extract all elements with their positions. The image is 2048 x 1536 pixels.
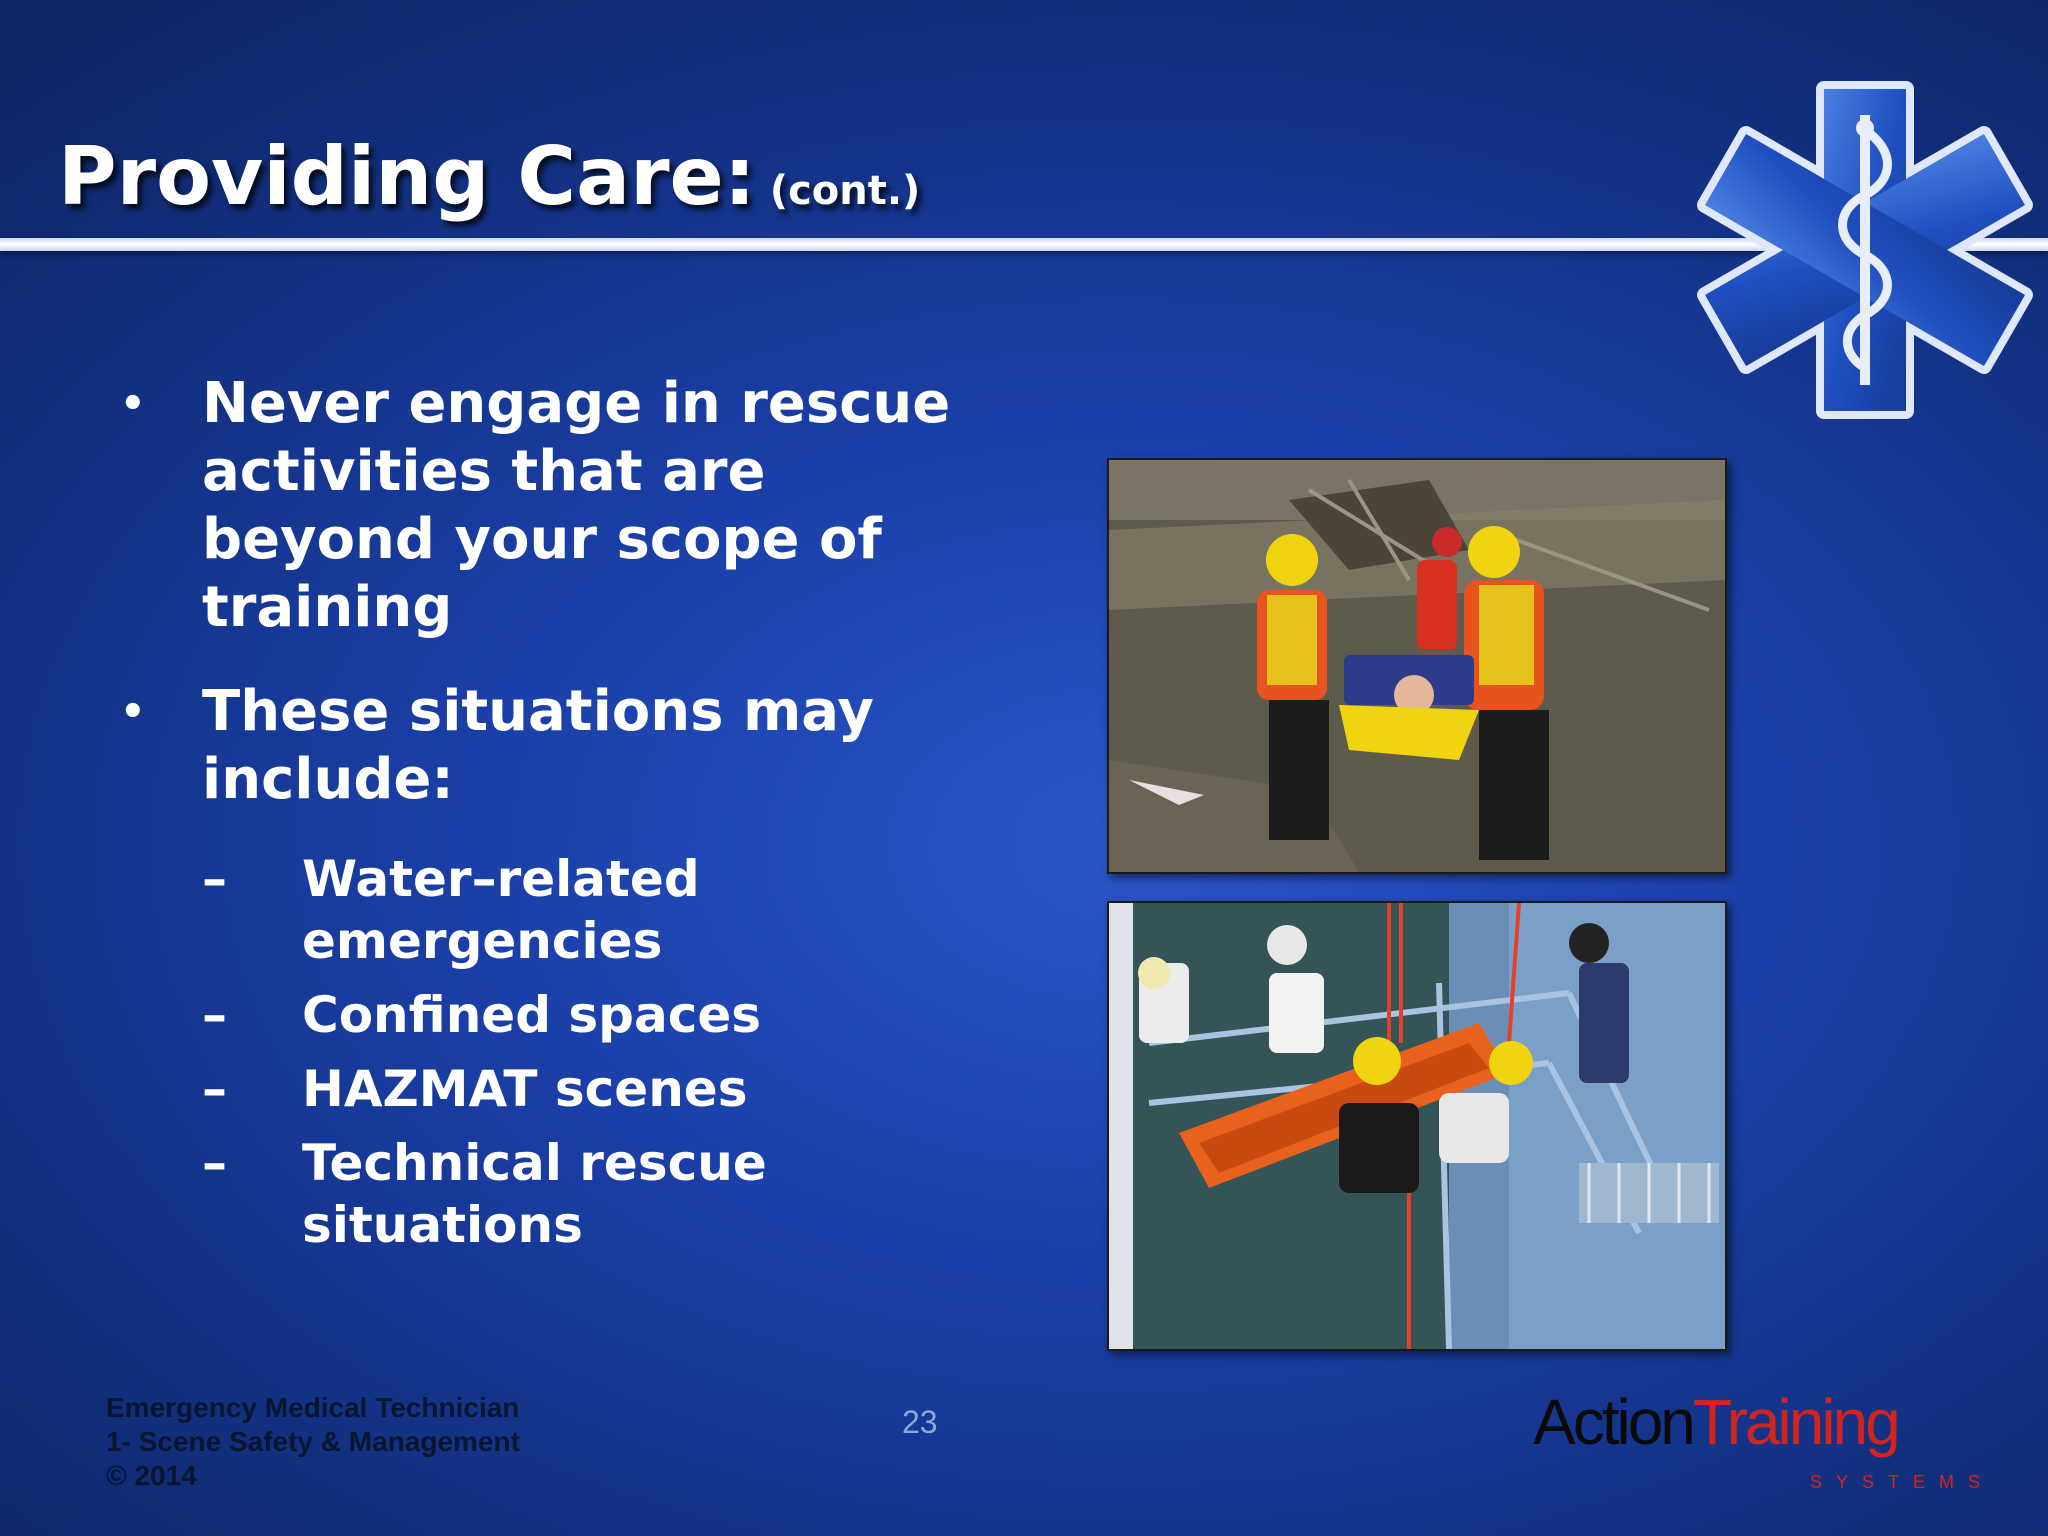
star-of-life-icon: [1690, 70, 2040, 430]
footer-line: © 2014: [106, 1460, 197, 1491]
sub-bullet-text: Confined spaces: [302, 986, 762, 1044]
rope-rescue-photo: [1107, 901, 1727, 1351]
dash-marker: –: [202, 850, 227, 908]
sub-bullet-text: Technical rescue situations: [302, 1134, 767, 1254]
bullet-marker: •: [120, 381, 146, 427]
logo-word-training: Training: [1692, 1386, 1898, 1458]
sub-bullet-text: Water–related emergencies: [302, 850, 700, 970]
list-item: [202, 848, 1000, 972]
footer-course-info: [106, 1391, 520, 1493]
list-item: [120, 678, 1000, 814]
logo-word-systems: SYSTEMS: [1810, 1472, 1995, 1492]
action-training-logo: [1533, 1386, 2013, 1500]
bullet-marker: •: [120, 689, 146, 735]
dash-marker: –: [202, 986, 227, 1044]
bullet-text: These situations may include:: [202, 679, 874, 812]
slide-title: [58, 130, 920, 223]
list-item: [202, 984, 1000, 1046]
list-item: [202, 1058, 1000, 1120]
footer-line: 1- Scene Safety & Management: [106, 1426, 520, 1457]
dash-marker: –: [202, 1134, 227, 1192]
title-sub: (cont.): [769, 168, 921, 214]
bullet-text: Never engage in rescue activities that are beyond your scope of training: [202, 371, 951, 640]
title-main: Providing Care:: [58, 130, 756, 223]
page-number: 23: [902, 1404, 938, 1440]
water-rescue-photo: [1107, 458, 1727, 874]
dash-marker: –: [202, 1060, 227, 1118]
footer-line: Emergency Medical Technician: [106, 1392, 520, 1423]
list-item: [120, 370, 1000, 642]
logo-word-action: Action: [1533, 1386, 1693, 1458]
bullet-list: [120, 370, 1000, 1268]
sub-bullet-text: HAZMAT scenes: [302, 1060, 748, 1118]
list-item: [202, 1132, 1000, 1256]
sub-bullet-list: [120, 848, 1000, 1256]
